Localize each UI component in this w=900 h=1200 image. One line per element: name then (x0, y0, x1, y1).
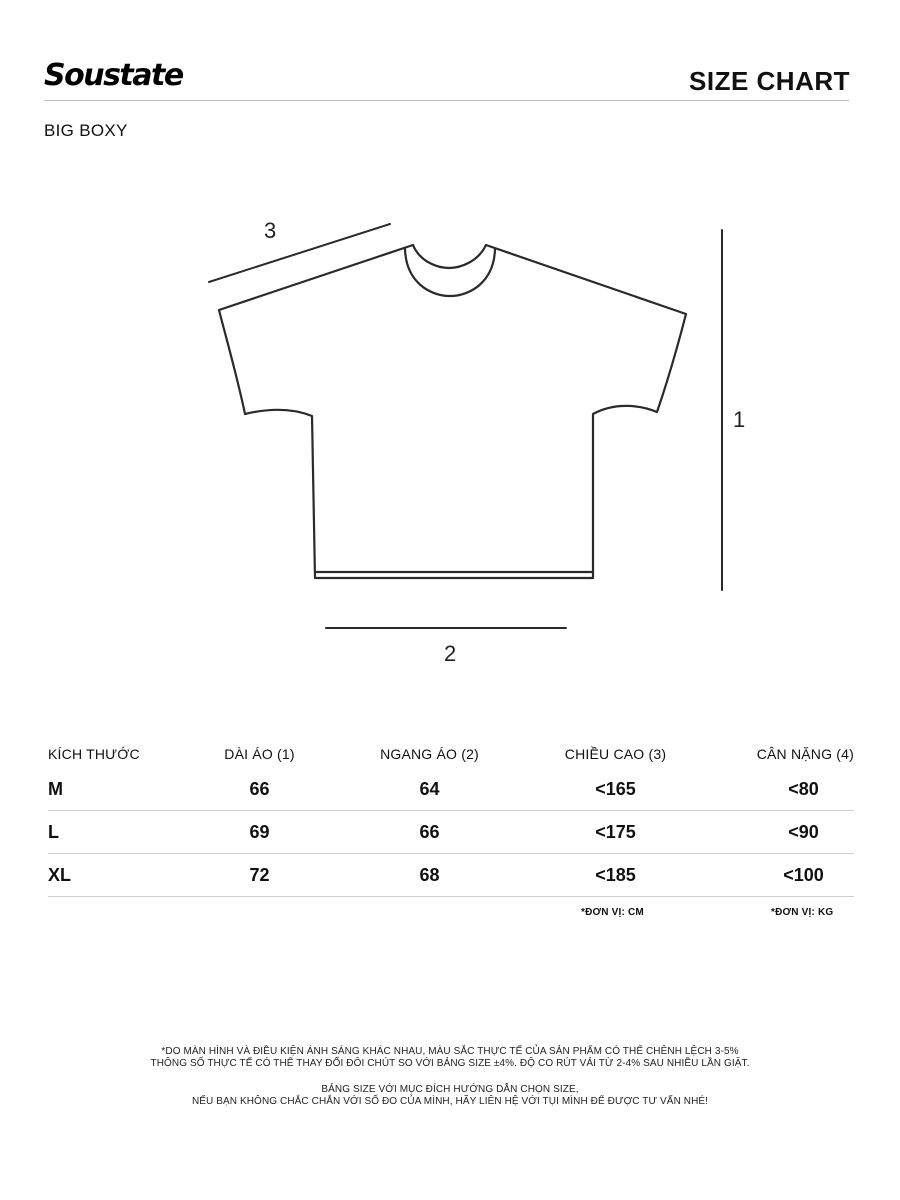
product-name: BIG BOXY (44, 121, 128, 140)
cell-length: 66 (188, 768, 331, 811)
cell-height: <175 (528, 811, 703, 854)
sleeve-label: 3 (264, 218, 277, 243)
cell-size: M (48, 768, 188, 811)
page-title: SIZE CHART (689, 66, 850, 96)
header-weight: CÂN NẶNG (4) (756, 746, 854, 762)
unit-note-cm: *ĐƠN VỊ: CM (581, 907, 644, 918)
footer-notes (0, 1046, 900, 1108)
cell-size: L (48, 811, 188, 854)
unit-note-kg: *ĐƠN VỊ: KG (771, 907, 834, 918)
length-label: 1 (733, 407, 746, 432)
header-width: NGANG ÁO (2) (380, 746, 479, 762)
width-label: 2 (444, 641, 457, 666)
cell-length: 72 (188, 854, 331, 897)
sleeve-measure-line (209, 224, 390, 282)
cell-size: XL (48, 854, 188, 897)
header-length: DÀI ÁO (1) (224, 746, 295, 762)
cell-width: 64 (331, 768, 528, 811)
size-table (48, 740, 854, 897)
table-header-row (48, 740, 854, 768)
cell-weight: <80 (703, 768, 854, 811)
cell-height: <165 (528, 768, 703, 811)
cell-weight: <90 (703, 811, 854, 854)
table-row (48, 854, 854, 897)
note-line: BẢNG SIZE VỚI MỤC ĐÍCH HƯỚNG DẪN CHỌN SIZE, (321, 1084, 579, 1095)
brand-logo: Soustate (44, 58, 183, 93)
note-line: THÔNG SỐ THỰC TẾ CÓ THỂ THAY ĐỔI ĐÔI CHÚT SO VỚI BẢNG SIZE ±4%. ĐỘ CO RÚT VẢI TỪ 2-4% SAU NHIỀU LẦN GIẶT. (150, 1058, 750, 1069)
header-height: CHIỀU CAO (3) (564, 746, 667, 762)
note-line: NẾU BẠN KHÔNG CHẮC CHẮN VỚI SỐ ĐO CỦA MÌNH, HÃY LIÊN HỆ VỚI TỤI MÌNH ĐỂ ĐƯỢC TƯ VẤN NHÉ! (191, 1096, 709, 1107)
table-row (48, 768, 854, 811)
header-size: KÍCH THƯỚC (48, 746, 140, 762)
note-line: *DO MÀN HÌNH VÀ ĐIỀU KIỆN ÁNH SÁNG KHÁC NHAU, MÀU SẮC THỰC TẾ CỦA SẢN PHẨM CÓ THỂ CHÊNH LỆCH 3-5% (161, 1046, 739, 1057)
tshirt-collar (405, 249, 495, 296)
cell-width: 66 (331, 811, 528, 854)
cell-length: 69 (188, 811, 331, 854)
cell-width: 68 (331, 854, 528, 897)
cell-weight: <100 (703, 854, 854, 897)
table-row (48, 811, 854, 854)
cell-height: <185 (528, 854, 703, 897)
